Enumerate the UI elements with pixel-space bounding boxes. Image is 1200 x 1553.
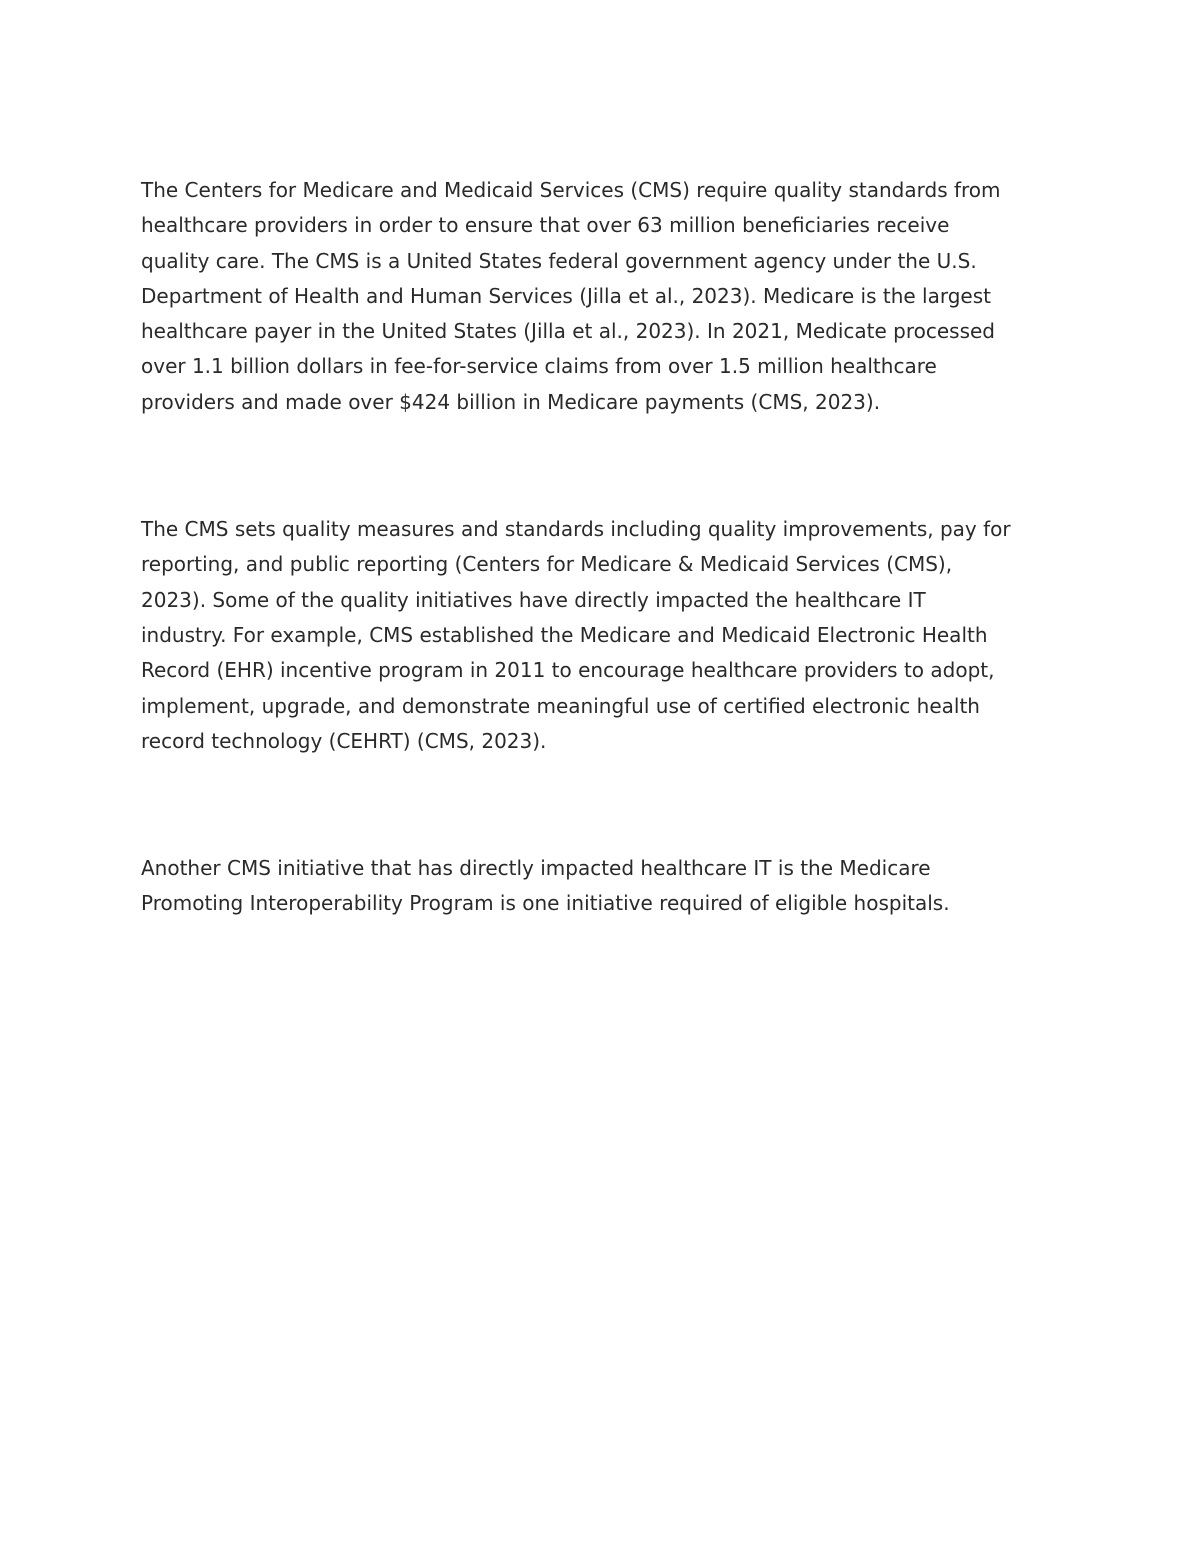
paragraph-line: The Centers for Medicare and Medicaid Services (CMS) require quality standards from (141, 178, 1001, 202)
paragraph-line: Record (EHR) incentive program in 2011 to encourage healthcare providers to adopt, (141, 658, 995, 683)
paragraph-line: providers and made over $424 billion in Medicare payments (CMS, 2023). (141, 389, 881, 414)
paragraph-quality-measures (141, 512, 1066, 759)
paragraph-line: Department of Health and Human Services (Jilla et al., 2023). Medicare is the largest (141, 283, 991, 308)
paragraph-line: over 1.1 billion dollars in fee-for-service claims from over 1.5 million healthcare (141, 354, 937, 379)
paragraph-line: record technology (CEHRT) (CMS, 2023). (141, 728, 547, 753)
paragraph-line: implement, upgrade, and demonstrate meaningful use of certified electronic health (141, 693, 980, 718)
paragraph-line: healthcare payer in the United States (Jilla et al., 2023). In 2021, Medicate processed (141, 319, 995, 344)
paragraph-spacer (141, 420, 1066, 512)
paragraph-line: reporting, and public reporting (Centers for Medicare & Medicaid Services (CMS), (141, 552, 953, 577)
paragraph-line: industry. For example, CMS established the Medicare and Medicaid Electronic Health (141, 622, 988, 647)
paragraph-line: Another CMS initiative that has directly impacted healthcare IT is the Medicare (141, 856, 931, 881)
paragraph-line: 2023). Some of the quality initiatives have directly impacted the healthcare IT (141, 587, 926, 612)
document-body (141, 173, 1066, 922)
paragraph-interoperability (141, 851, 1066, 922)
paragraph-line: The CMS sets quality measures and standards including quality improvements, pay for (141, 517, 1011, 542)
paragraph-cms-overview (141, 173, 1066, 420)
paragraph-line: quality care. The CMS is a United States federal government agency under the U.S. (141, 248, 977, 273)
paragraph-line: Promoting Interoperability Program is one initiative required of eligible hospitals. (141, 891, 950, 916)
paragraph-line: healthcare providers in order to ensure that over 63 million beneficiaries receive (141, 213, 950, 238)
paragraph-spacer (141, 759, 1066, 851)
